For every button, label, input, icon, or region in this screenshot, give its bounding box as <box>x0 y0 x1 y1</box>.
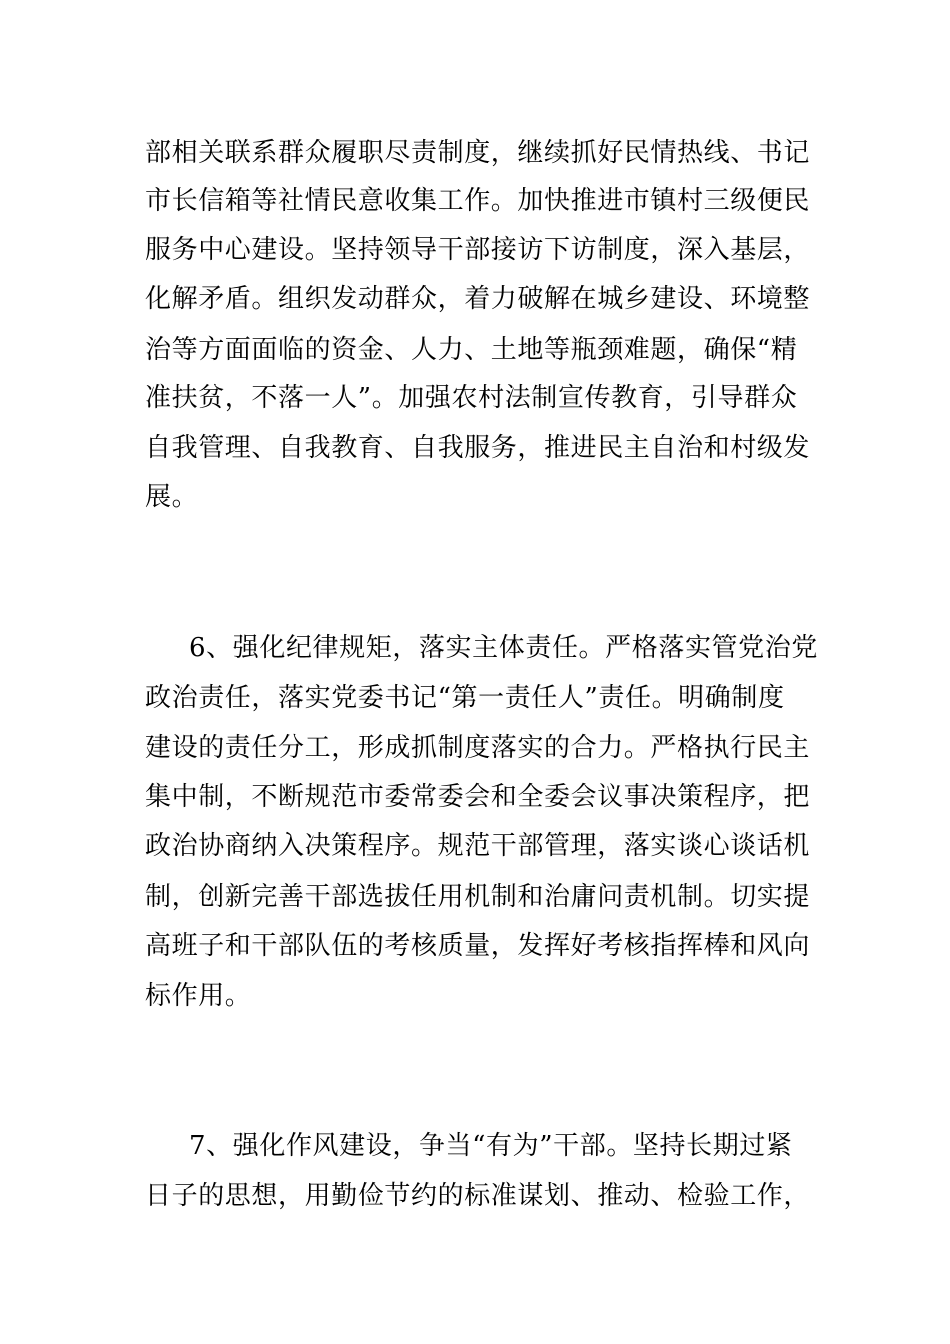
text-line: 市长信箱等社情民意收集工作。加快推进市镇村三级便民 <box>145 186 811 216</box>
text-line: 集中制，不断规范市委常委会和全委会议事决策程序，把 <box>145 782 811 812</box>
text-line: 化解矛盾。组织发动群众，着力破解在城乡建设、环境整 <box>145 284 811 314</box>
text-line: 政治协商纳入决策程序。规范干部管理，落实谈心谈话机 <box>145 831 811 861</box>
text-line: 部相关联系群众履职尽责制度，继续抓好民情热线、书记 <box>145 138 811 168</box>
text-line: 标作用。 <box>145 981 252 1011</box>
text-line: 治等方面面临的资金、人力、土地等瓶颈难题，确保“精 <box>145 335 798 365</box>
text-line: 建设的责任分工，形成抓制度落实的合力。严格执行民主 <box>145 733 811 763</box>
paragraph-first-line: 7、强化作风建设，争当“有为”干部。坚持长期过紧 <box>189 1131 793 1161</box>
text-line: 自我管理、自我教育、自我服务，推进民主自治和村级发 <box>145 433 811 463</box>
text-line: 准扶贫，不落一人”。加强农村法制宣传教育，引导群众 <box>145 383 798 413</box>
paragraph-first-line: 6、强化纪律规矩，落实主体责任。严格落实管党治党 <box>189 633 818 663</box>
text-line: 高班子和干部队伍的考核质量，发挥好考核指挥棒和风向 <box>145 931 811 961</box>
text-line: 服务中心建设。坚持领导干部接访下访制度，深入基层， <box>145 235 811 265</box>
text-line: 展。 <box>145 482 199 512</box>
text-line: 日子的思想，用勤俭节约的标准谋划、推动、检验工作， <box>145 1181 811 1211</box>
text-line: 政治责任，落实党委书记“第一责任人”责任。明确制度 <box>145 683 785 713</box>
text-line: 制，创新完善干部选拔任用机制和治庸问责机制。切实提 <box>145 882 811 912</box>
